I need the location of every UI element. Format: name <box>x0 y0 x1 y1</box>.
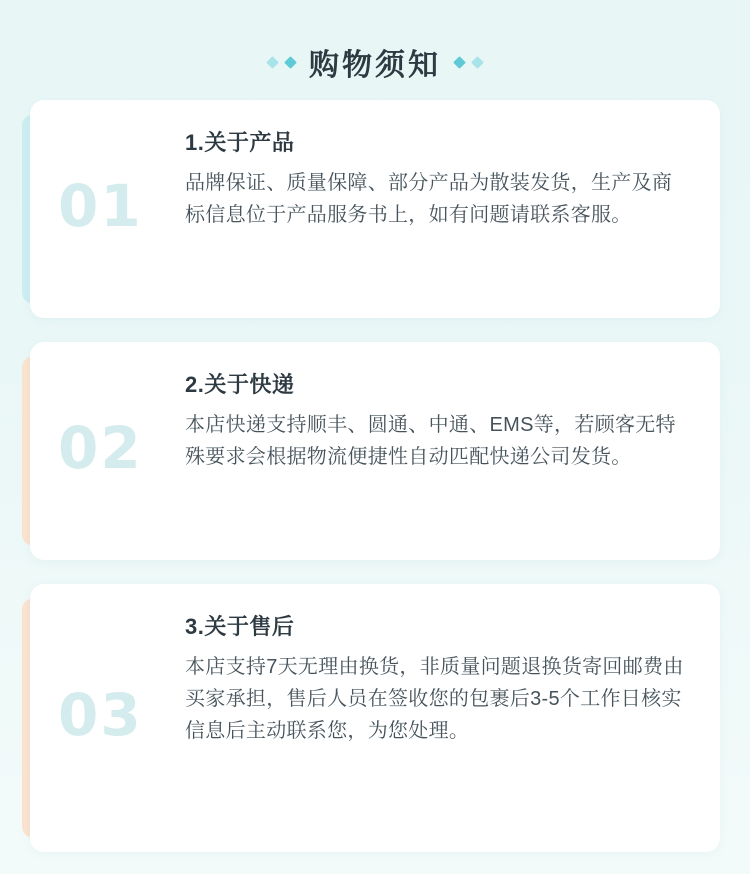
notice-card-list <box>0 100 750 852</box>
diamond-icon <box>266 56 279 69</box>
diamond-icon <box>471 56 484 69</box>
card-body <box>185 100 720 257</box>
diamond-icon <box>453 56 466 69</box>
page-title: 购物须知 <box>309 49 441 82</box>
notice-card-product <box>30 100 720 318</box>
page-header <box>0 0 750 100</box>
card-body <box>185 584 720 773</box>
card-title: 2.关于快递 <box>185 372 295 397</box>
header-diamonds-right <box>455 58 482 67</box>
card-text: 品牌保证、质量保障、部分产品为散装发货，生产及商标信息位于产品服务书上，如有问题请联系客服。 <box>185 172 673 226</box>
card-text: 本店快递支持顺丰、圆通、中通、EMS等，若顾客无特殊要求会根据物流便捷性自动匹配快递公司发货。 <box>185 414 676 468</box>
notice-card-shipping <box>30 342 720 560</box>
card-title: 1.关于产品 <box>185 130 295 155</box>
card-title: 3.关于售后 <box>185 614 295 639</box>
header-diamonds-left <box>268 58 295 67</box>
notice-card-aftersales <box>30 584 720 852</box>
card-number: 01 <box>58 172 143 240</box>
card-body <box>185 342 720 499</box>
card-number: 02 <box>58 414 143 482</box>
card-text: 本店支持7天无理由换货，非质量问题退换货寄回邮费由买家承担，售后人员在签收您的包裹后3-5个工作日核实信息后主动联系您，为您处理。 <box>185 656 684 742</box>
diamond-icon <box>284 56 297 69</box>
card-number: 03 <box>58 681 143 749</box>
